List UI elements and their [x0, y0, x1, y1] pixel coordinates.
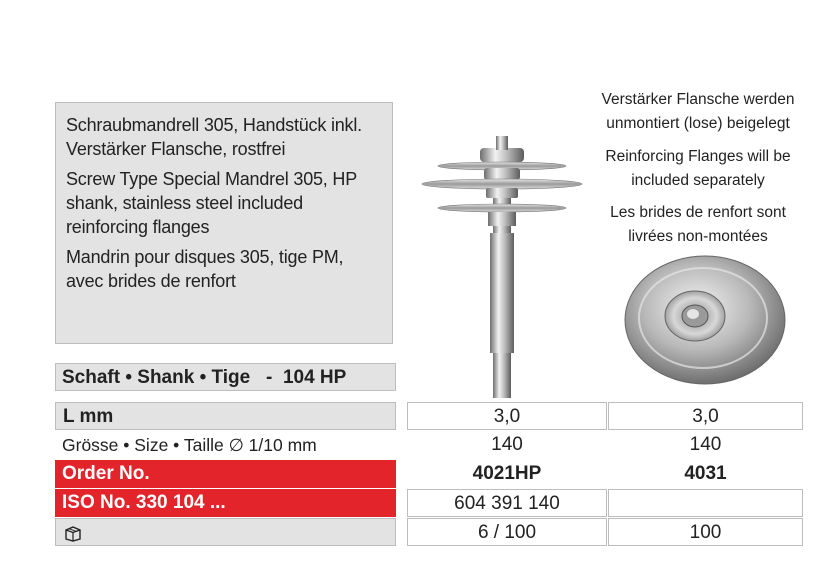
package-icon [63, 523, 83, 543]
flange-image [620, 252, 790, 387]
order-label: Order No. [55, 460, 396, 488]
pack-label-cell [55, 518, 396, 546]
size-col2: 140 [689, 434, 722, 455]
note-german-line-2: unmontiert (lose) beigelegt [606, 115, 790, 132]
pack-col2: 100 [608, 518, 803, 546]
length-col1: 3,0 [407, 402, 607, 430]
note-english-line-2: included separately [631, 172, 765, 189]
pack-col1: 6 / 100 [407, 518, 607, 546]
note-german-line-1: Verstärker Flansche werden [601, 91, 795, 108]
iso-label: ISO No. 330 104 ... [55, 489, 396, 517]
note-french-line-2: livrées non-montées [628, 228, 768, 245]
mandrel-image [420, 128, 590, 398]
note-french-line-1: Les brides de renfort sont [610, 204, 786, 221]
order-col1: 4021HP [472, 463, 542, 484]
shank-label: Schaft • Shank • Tige - 104 HP [55, 363, 396, 391]
note-english-line-1: Reinforcing Flanges will be [605, 148, 791, 165]
size-col1: 140 [491, 434, 523, 455]
length-col2: 3,0 [608, 402, 803, 430]
order-col2: 4031 [684, 463, 727, 484]
description-french: Mandrin pour disques 305, tige PM, avec brides de renfort [66, 247, 344, 291]
description-english: Screw Type Special Mandrel 305, HP shank, stainless steel included reinforcing flanges [66, 169, 357, 237]
iso-col2 [608, 489, 803, 517]
size-label: Grösse • Size • Taille ∅ 1/10 mm [62, 435, 317, 455]
description-german: Schraubmandrell 305, Handstück inkl. Verstärker Flansche, rostfrei [66, 115, 362, 159]
iso-col1: 604 391 140 [407, 489, 607, 517]
length-label: L mm [55, 402, 396, 430]
description-box [55, 102, 393, 344]
